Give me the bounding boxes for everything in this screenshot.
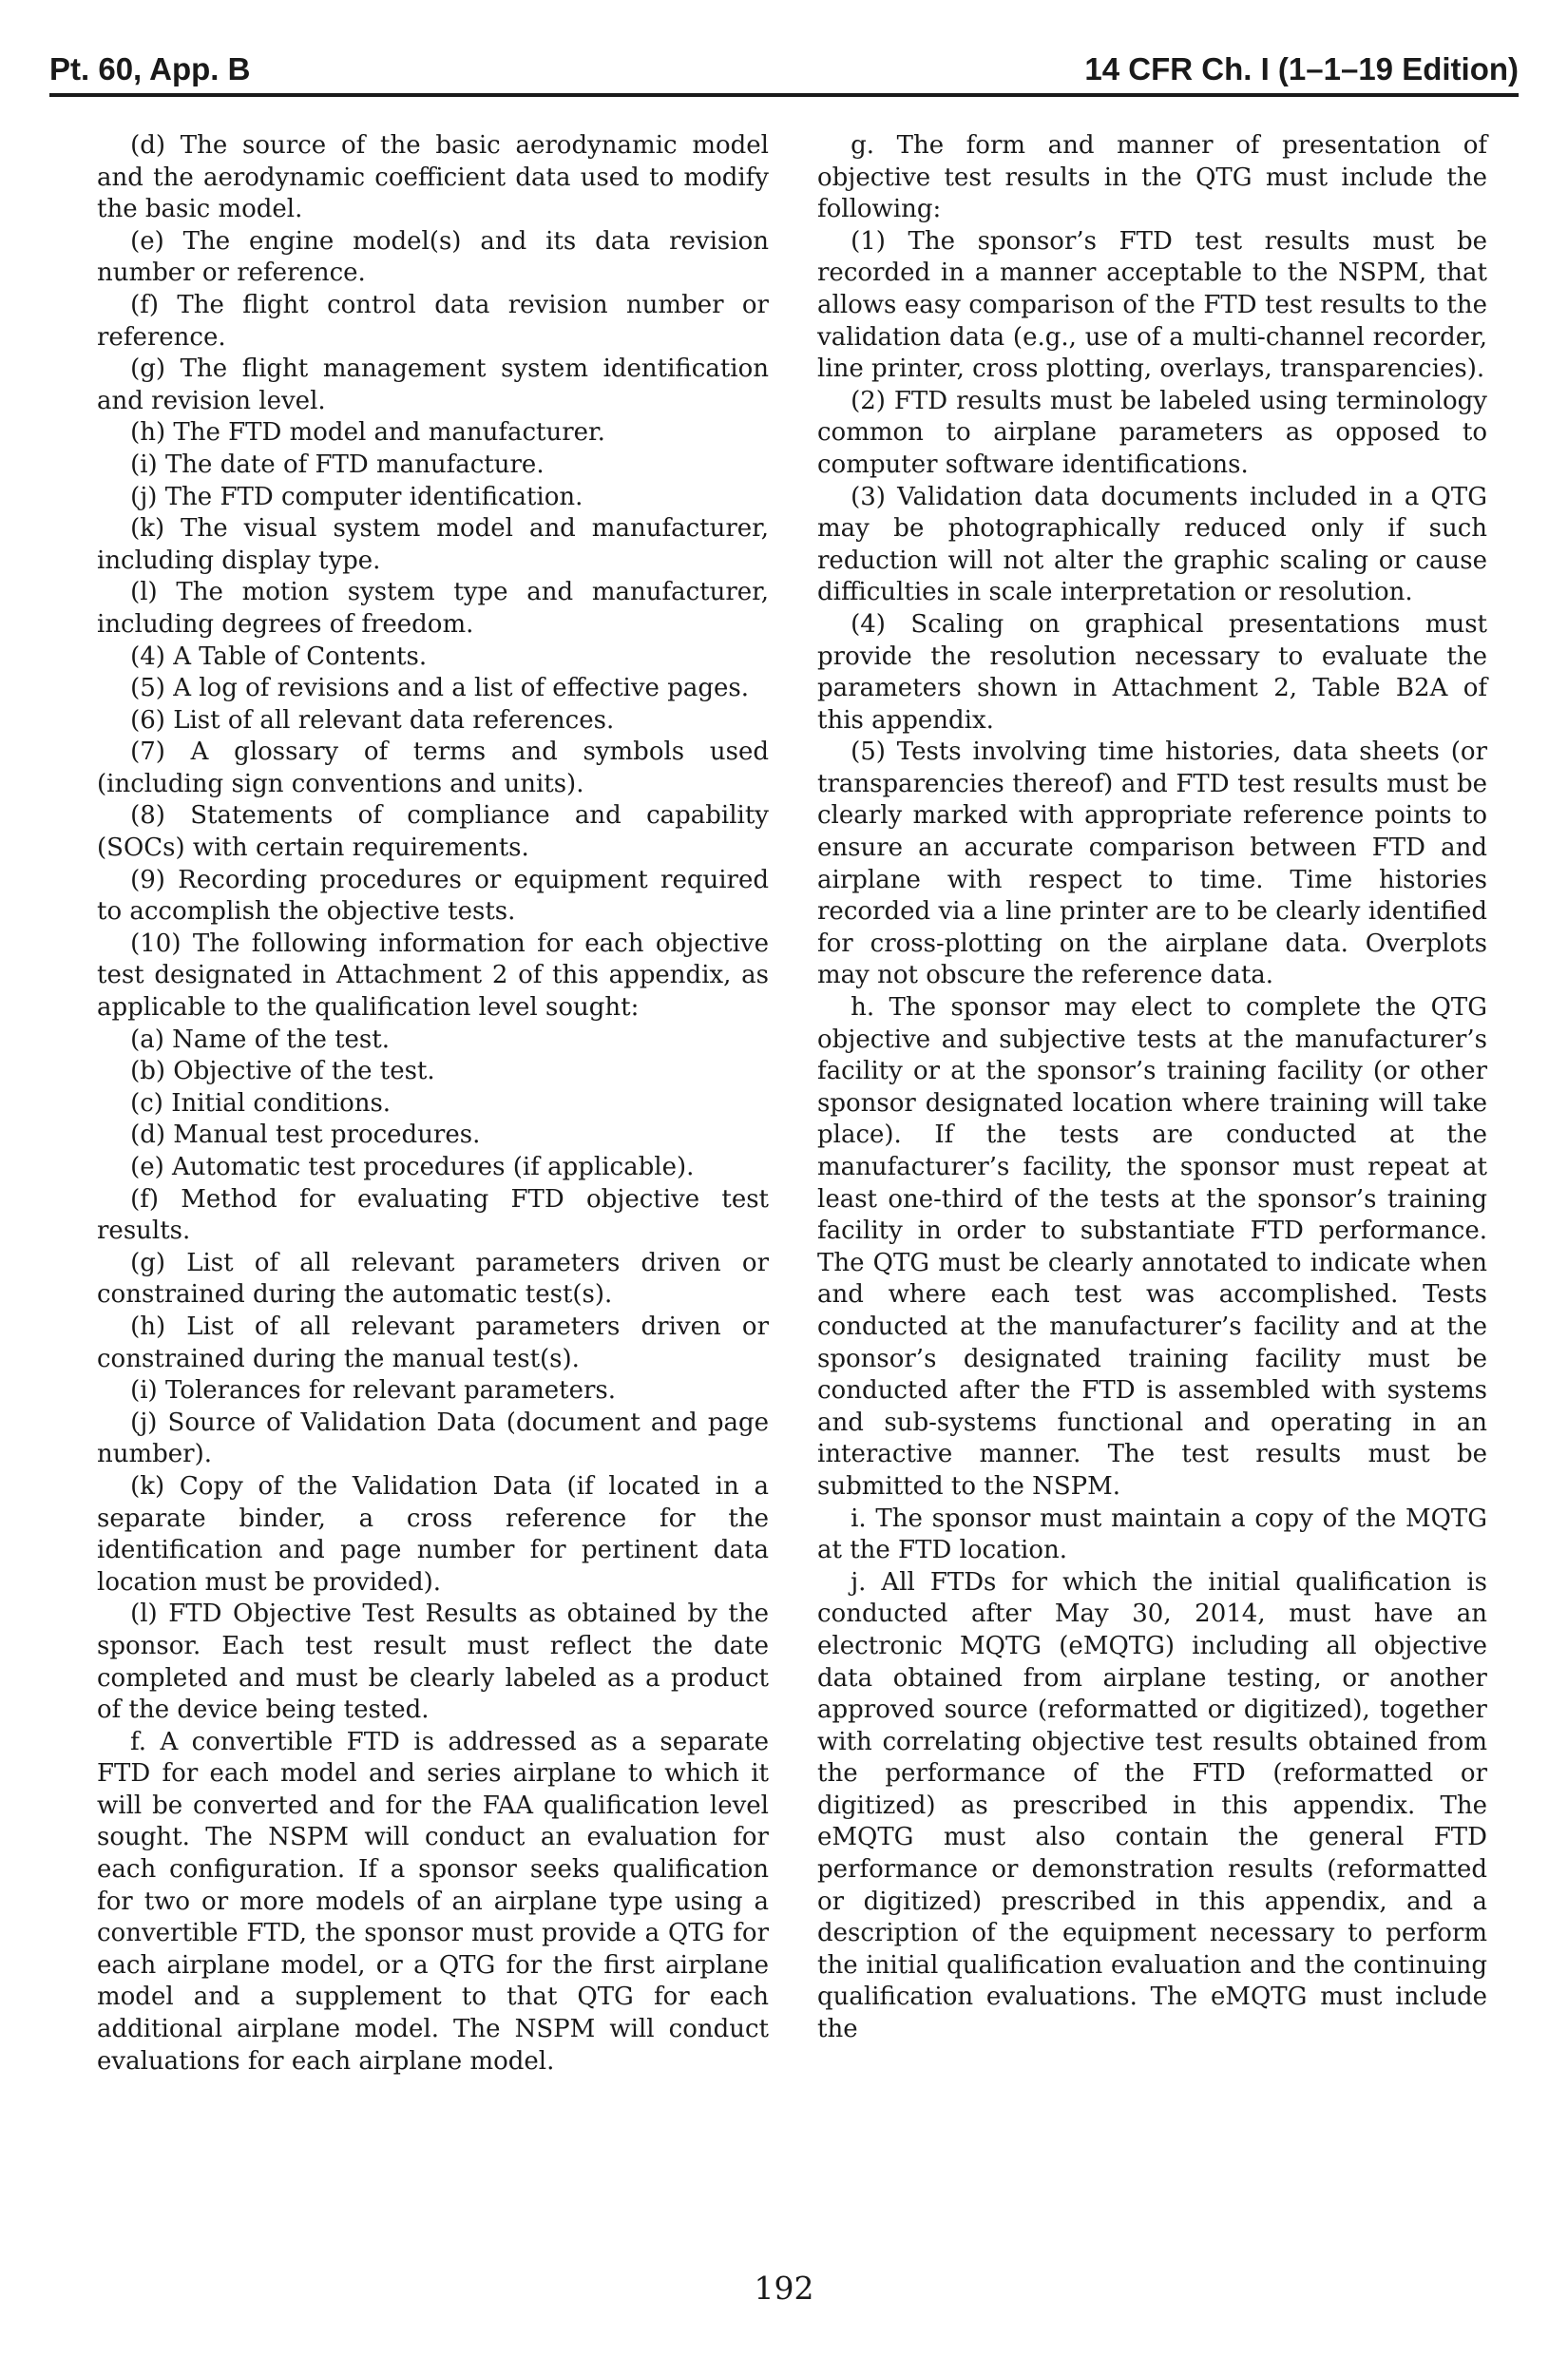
- paragraph: (4) Scaling on graphical presentations must provide the resolution necessary to evaluate the parameters shown in Attachment 2, Table B2A of this appendix.: [817, 609, 1487, 735]
- paragraph: (f) The flight control data revision number or reference.: [97, 290, 769, 352]
- paragraph: (8) Statements of compliance and capability (SOCs) with certain requirements.: [97, 801, 769, 863]
- header-part-reference: Pt. 60, App. B: [49, 51, 251, 86]
- paragraph: (e) Automatic test procedures (if applicable).: [130, 1153, 695, 1181]
- paragraph: (6) List of all relevant data references.: [130, 705, 615, 735]
- paragraph: (2) FTD results must be labeled using terminology common to airplane parameters as opposed to computer software identifications.: [817, 386, 1487, 479]
- paragraph: (g) The flight management system identification and revision level.: [97, 354, 769, 415]
- paragraph: (k) The visual system model and manufacturer, including display type.: [97, 514, 769, 575]
- paragraph: j. All FTDs for which the initial qualification is conducted after May 30, 2014, must have an electronic MQTG (eMQTG) including all objective data obtained from airplane testing, or another approved source (reformatted or digitized), together with correlating objective test results obtained from the performance of the FTD (reformatted or digitized) as prescribed in this appendix. The eMQTG must also contain the general FTD performance or demonstration results (reformatted or digitized) prescribed in this appendix, and a description of the equipment necessary to perform the initial qualification evaluation and the continuing qualification evaluations. The eMQTG must include the: [817, 1567, 1487, 2044]
- paragraph: (j) Source of Validation Data (document and page number).: [97, 1408, 769, 1469]
- paragraph: (a) Name of the test.: [130, 1025, 390, 1054]
- paragraph: (d) The source of the basic aerodynamic model and the aerodynamic coefficient data used to modify the basic model.: [97, 131, 769, 224]
- paragraph: (e) The engine model(s) and its data revision number or reference.: [97, 226, 769, 288]
- running-header: [49, 51, 1519, 97]
- paragraph: (j) The FTD computer identification.: [130, 482, 583, 511]
- paragraph: (k) Copy of the Validation Data (if located in a separate binder, a cross reference for the identification and page number for pertinent data location must be provided).: [97, 1471, 769, 1597]
- left-text-column: [97, 130, 769, 2078]
- paragraph: (3) Validation data documents included in a QTG may be photographically reduced only if such reduction will not alter the graphic scaling or cause difficulties in scale interpretation or resolution.: [817, 482, 1487, 607]
- paragraph: h. The sponsor may elect to complete the QTG objective and subjective tests at the manufacturer’s facility or at the sponsor’s training facility (or other sponsor designated location where training will take place). If the tests are conducted at the manufacturer’s facility, the sponsor must repeat at least one-third of the tests at the sponsor’s training facility in order to substantiate FTD performance. The QTG must be clearly annotated to indicate when and where each test was accomplished. Tests conducted at the manufacturer’s facility and at the sponsor’s designated training facility must be conducted after the FTD is assembled with systems and sub-systems functional and operating in an interactive manner. The test results must be submitted to the NSPM.: [817, 993, 1487, 1501]
- paragraph: (f) Method for evaluating FTD objective test results.: [97, 1184, 769, 1246]
- paragraph: i. The sponsor must maintain a copy of the MQTG at the FTD location.: [817, 1504, 1487, 1565]
- paragraph: g. The form and manner of presentation of objective test results in the QTG must include the following:: [817, 131, 1487, 224]
- paragraph: (9) Recording procedures or equipment required to accomplish the objective tests.: [97, 865, 769, 927]
- paragraph: (10) The following information for each objective test designated in Attachment 2 of this appendix, as applicable to the qualification level sought:: [97, 929, 769, 1023]
- paragraph: (h) The FTD model and manufacturer.: [130, 418, 605, 448]
- paragraph: (i) Tolerances for relevant parameters.: [130, 1376, 616, 1406]
- paragraph: (4) A Table of Contents.: [130, 642, 428, 671]
- paragraph: (l) The motion system type and manufacturer, including degrees of freedom.: [97, 578, 769, 639]
- paragraph: (7) A glossary of terms and symbols used (including sign conventions and units).: [97, 738, 769, 798]
- paragraph: (c) Initial conditions.: [130, 1088, 392, 1118]
- paragraph: (5) Tests involving time histories, data sheets (or transparencies thereof) and FTD test results must be clearly marked with appropriate reference points to ensure an accurate comparison between FTD and airplane with respect to time. Time histories recorded via a line printer are to be clearly identified for cross-plotting on the airplane data. Overplots may not obscure the reference data.: [817, 738, 1487, 990]
- paragraph: (l) FTD Objective Test Results as obtained by the sponsor. Each test result must reflect the date completed and must be clearly labeled as a product of the device being tested.: [97, 1600, 769, 1725]
- paragraph: (h) List of all relevant parameters driven or constrained during the manual test(s).: [97, 1312, 769, 1373]
- paragraph: (i) The date of FTD manufacture.: [130, 450, 545, 479]
- paragraph: (g) List of all relevant parameters driven or constrained during the automatic test(s).: [97, 1248, 769, 1310]
- paragraph: f. A convertible FTD is addressed as a separate FTD for each model and series airplane to which it will be converted and for the FAA qualification level sought. The NSPM will conduct an evaluation for each configuration. If a sponsor seeks qualification for two or more models of an airplane type using a convertible FTD, the sponsor must provide a QTG for each airplane model, or a QTG for the first airplane model and a supplement to that QTG for each additional airplane model. The NSPM will conduct evaluations for each airplane model.: [97, 1727, 769, 2076]
- page-number: 192: [754, 2270, 814, 2307]
- paragraph: (5) A log of revisions and a list of effective pages.: [130, 674, 749, 703]
- paragraph: (b) Objective of the test.: [130, 1057, 435, 1086]
- paragraph: (d) Manual test procedures.: [130, 1121, 481, 1150]
- header-cfr-edition: 14 CFR Ch. I (1–1–19 Edition): [1084, 51, 1519, 86]
- paragraph: (1) The sponsor’s FTD test results must be recorded in a manner acceptable to the NSPM, that allows easy comparison of the FTD test results to the validation data (e.g., use of a multi-channel recorder, line printer, cross plotting, overlays, transparencies).: [817, 226, 1487, 384]
- right-text-column: [817, 130, 1487, 2046]
